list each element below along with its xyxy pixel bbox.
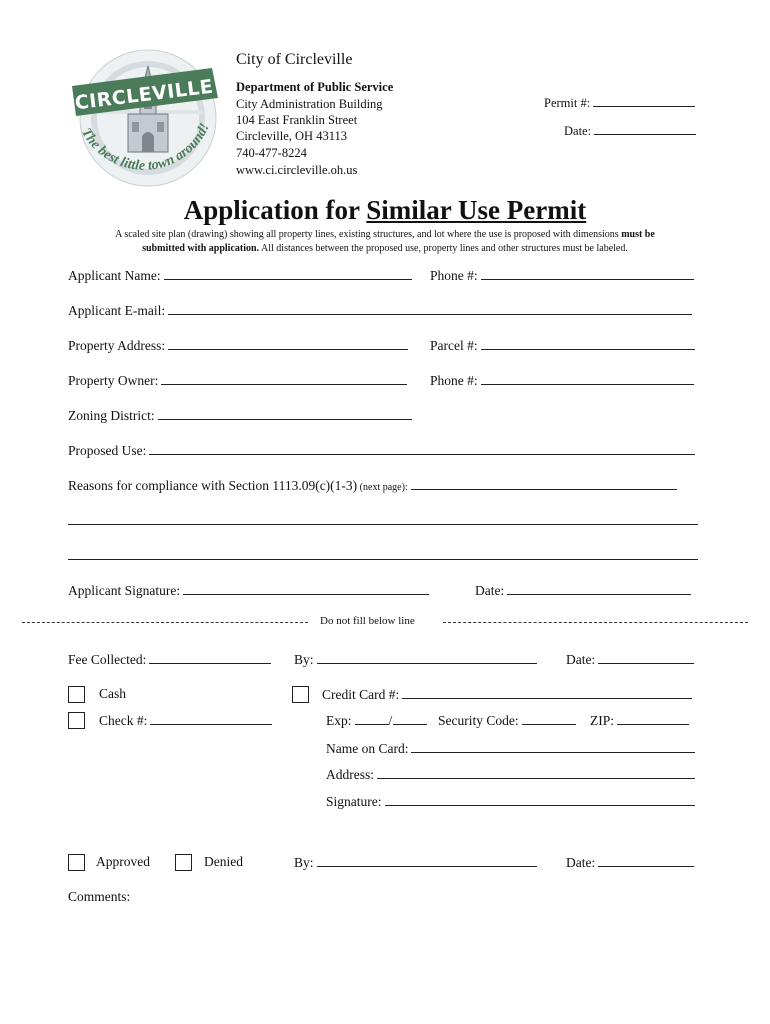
property-address-field[interactable] [68,337,408,354]
signature-date-field[interactable] [475,582,691,599]
denied-checkbox[interactable] [175,854,192,871]
proposed-use-label: Proposed Use: [68,443,147,458]
collected-date-field[interactable] [566,651,694,668]
collected-date-label: Date: [566,652,596,667]
fee-collected-field[interactable] [68,651,271,668]
city-name: City of Circleville [236,51,353,68]
page-title [0,195,770,226]
reasons-note: (next page): [357,482,408,493]
divider-label: Do not fill below line [320,615,415,627]
applicant-email-field[interactable] [68,302,692,319]
signature-date-label: Date: [475,583,505,598]
property-address-label: Property Address: [68,338,166,353]
website-line: www.ci.circleville.oh.us [236,163,358,177]
check-number-label: Check #: [99,713,148,728]
city-logo-graphic [62,42,232,192]
department-name: Department of Public Service [236,80,394,94]
card-signature-field[interactable] [326,793,695,810]
title-underlined: Similar Use Permit [366,195,587,225]
divider-right [443,622,748,623]
owner-phone-field[interactable] [430,372,694,389]
card-address-label: Address: [326,767,374,782]
approved-by-label: By: [294,855,314,870]
phone-line: 740-477-8224 [236,146,307,160]
check-number-field[interactable] [99,712,272,729]
name-on-card-field[interactable] [326,740,695,757]
expiration-field[interactable] [326,712,427,729]
reasons-line-3[interactable] [68,547,698,560]
applicant-signature-field[interactable] [68,582,429,599]
address-line: City Administration Building [236,97,383,111]
parcel-field[interactable] [430,337,695,354]
approval-date-field[interactable] [566,854,694,871]
reasons-field[interactable] [68,477,677,494]
credit-card-label: Credit Card #: [322,687,400,702]
approved-label: Approved [96,854,150,869]
parcel-label: Parcel #: [430,338,478,353]
name-on-card-label: Name on Card: [326,741,409,756]
header-date-field[interactable] [564,122,696,139]
expiration-separator: / [388,713,393,728]
property-owner-field[interactable] [68,372,407,389]
fee-collected-label: Fee Collected: [68,652,147,667]
phone-label: Phone #: [430,268,478,283]
instructions-line1: A scaled site plan (drawing) showing all property lines, existing structures, and lot where the use is proposed with dimensions must be [115,229,655,240]
comments-label[interactable]: Comments: [68,889,131,904]
title-prefix: Application for [183,195,367,225]
permit-number-label: Permit #: [544,96,591,110]
zoning-district-label: Zoning District: [68,408,155,423]
collected-by-field[interactable] [294,651,537,668]
credit-card-field[interactable] [322,686,692,703]
zip-label: ZIP: [590,713,615,728]
approved-checkbox[interactable] [68,854,85,871]
applicant-name-label: Applicant Name: [68,268,161,283]
credit-card-checkbox[interactable] [292,686,309,703]
applicant-name-field[interactable] [68,267,412,284]
owner-phone-label: Phone #: [430,373,478,388]
city-logo [62,42,232,192]
permit-number-field[interactable] [544,94,695,111]
card-address-field[interactable] [326,766,695,783]
phone-field[interactable] [430,267,694,284]
zip-field[interactable] [590,712,689,729]
approved-by-field[interactable] [294,854,537,871]
logo-tagline: The best little town around! [78,121,213,174]
cash-label: Cash [99,686,126,701]
security-code-field[interactable] [438,712,576,729]
header-date-label: Date: [564,124,592,138]
address-line: 104 East Franklin Street [236,113,358,127]
collected-by-label: By: [294,652,314,667]
zoning-district-field[interactable] [68,407,412,424]
logo-banner-text: CIRCLEVILLE [73,75,215,115]
security-code-label: Security Code: [438,713,519,728]
check-checkbox[interactable] [68,712,85,729]
proposed-use-field[interactable] [68,442,695,459]
property-owner-label: Property Owner: [68,373,159,388]
reasons-line-2[interactable] [68,512,698,525]
applicant-signature-label: Applicant Signature: [68,583,181,598]
applicant-email-label: Applicant E-mail: [68,303,166,318]
denied-label: Denied [204,854,243,869]
card-signature-label: Signature: [326,794,382,809]
address-line: Circleville, OH 43113 [236,129,347,143]
divider-left [22,622,308,623]
instructions-line2: submitted with application. All distances between the proposed use, property lines and other structures must be labeled. [142,243,628,254]
approval-date-label: Date: [566,855,596,870]
cash-checkbox[interactable] [68,686,85,703]
reasons-label: Reasons for compliance with Section 1113.09(c)(1-3) [68,478,358,493]
expiration-label: Exp: [326,713,352,728]
